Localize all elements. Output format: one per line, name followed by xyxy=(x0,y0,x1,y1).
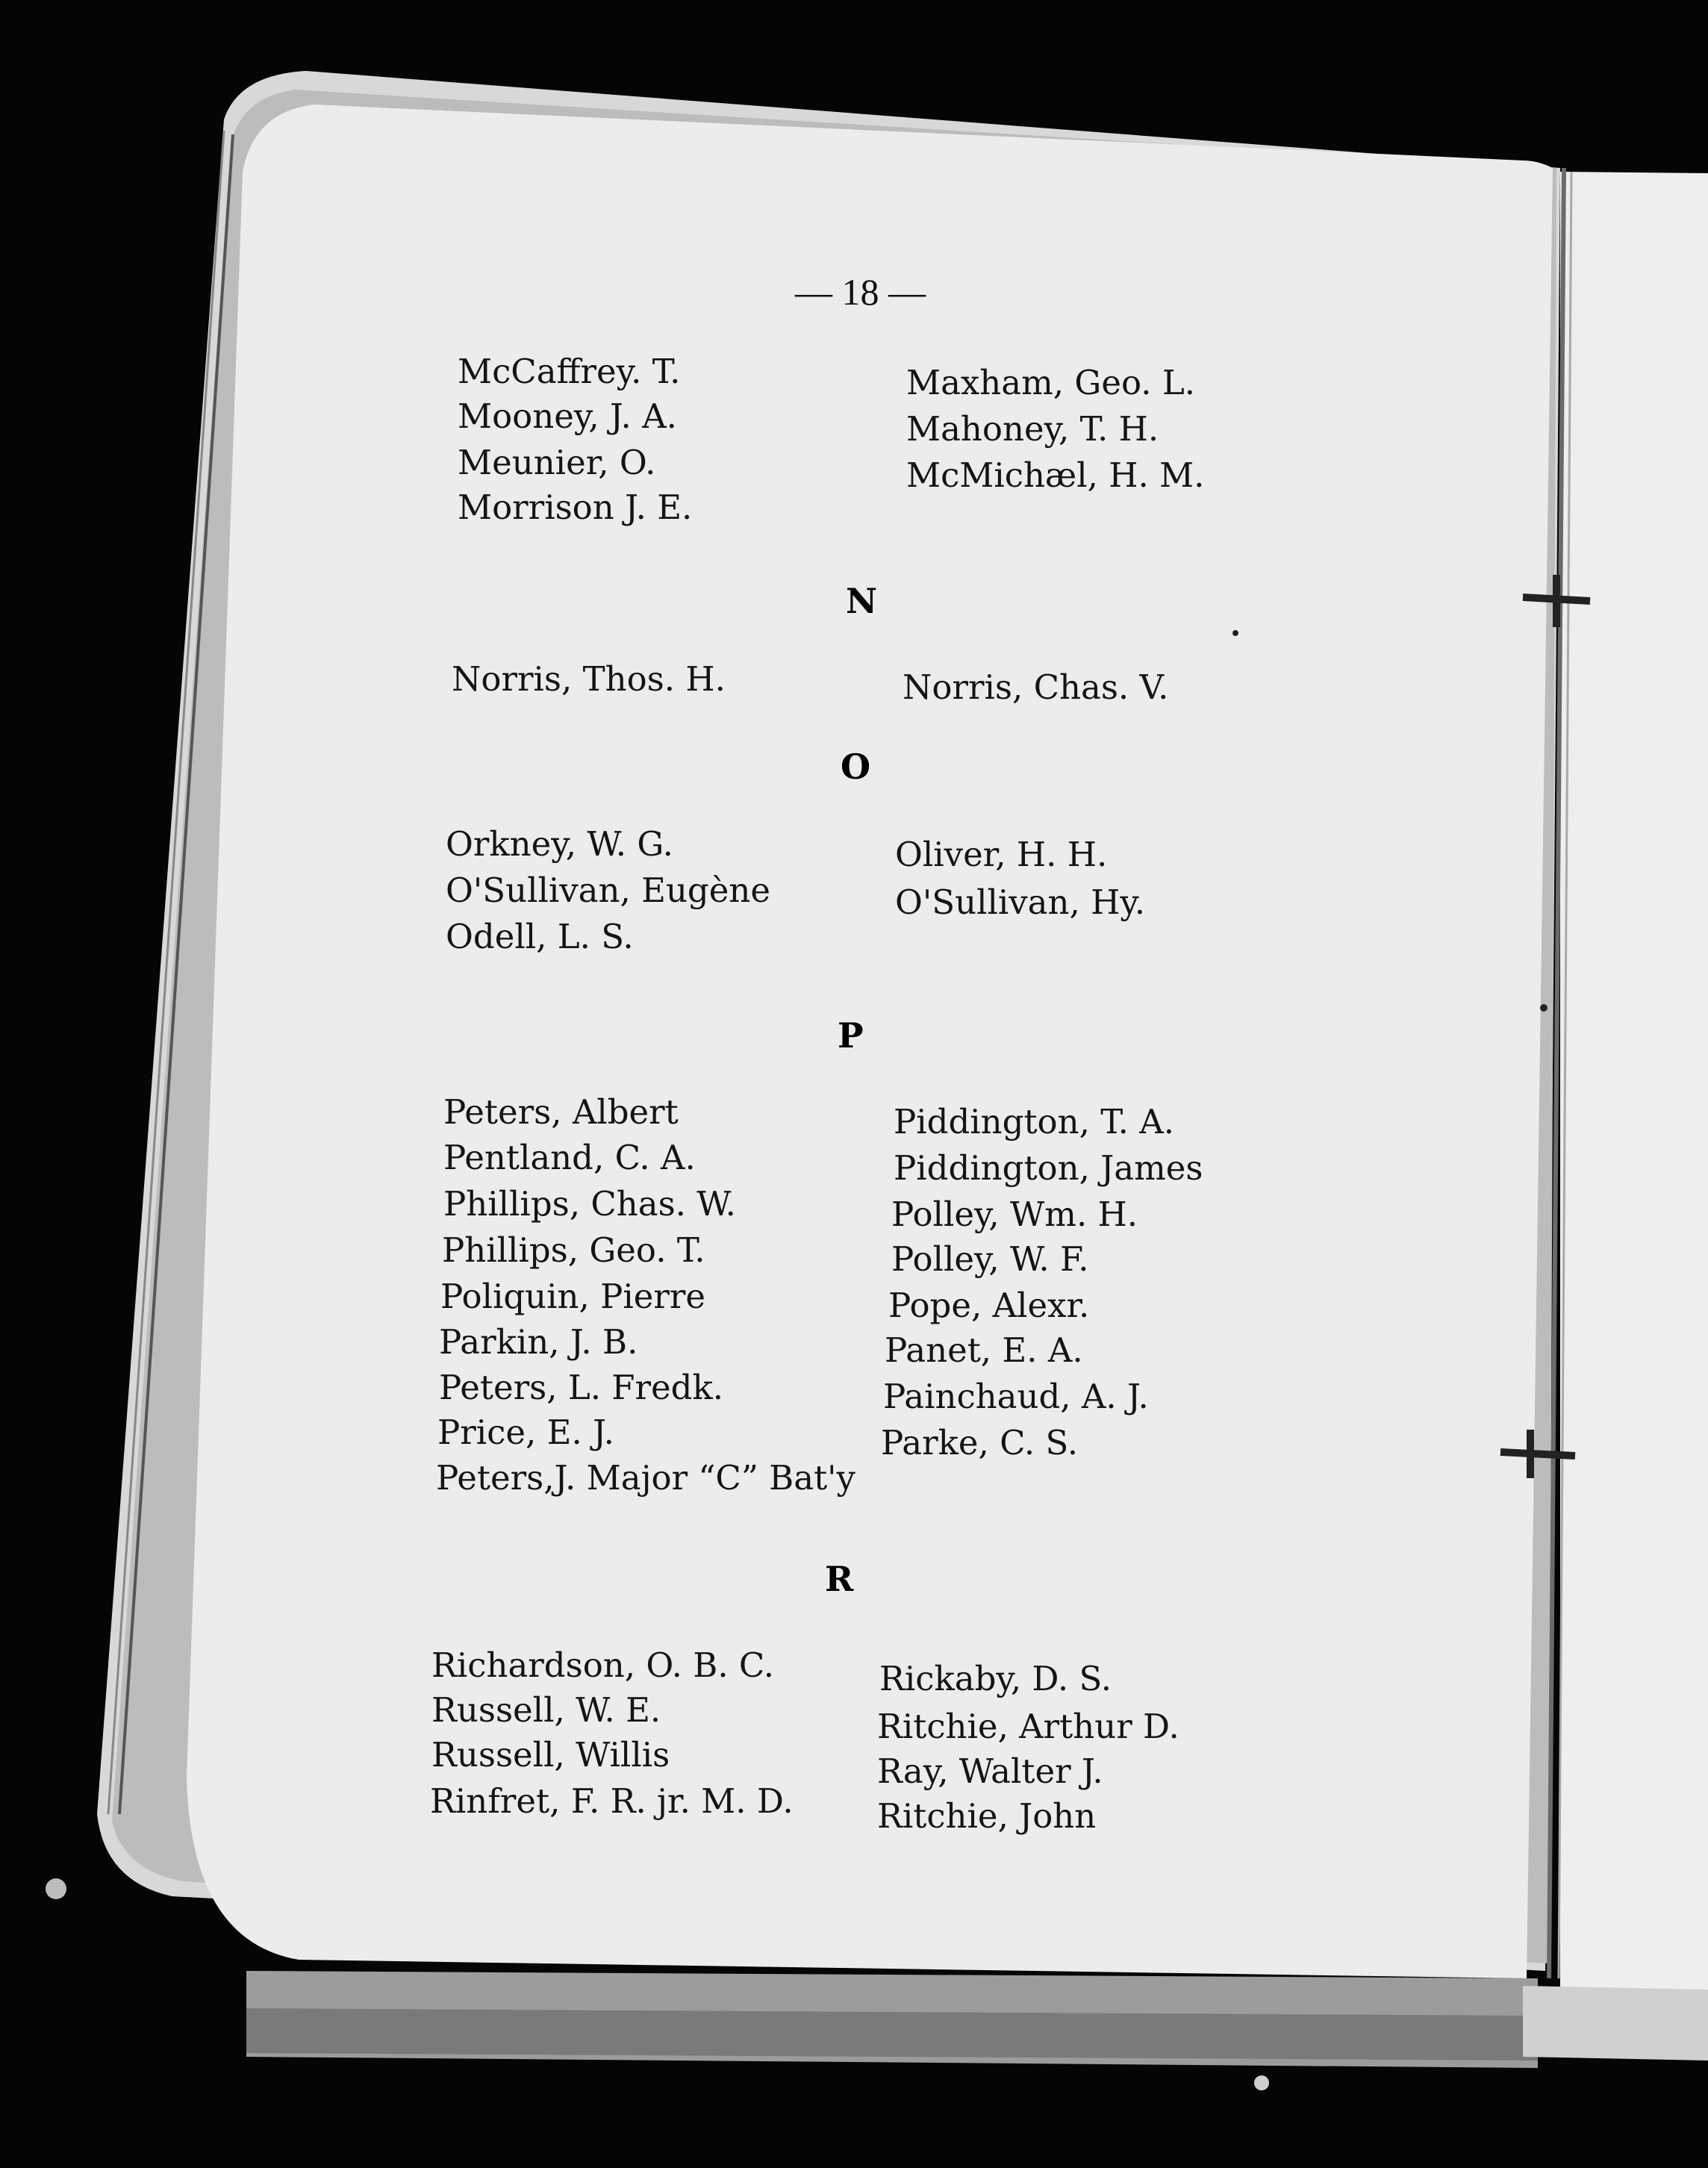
name-entry: Russell, Willis xyxy=(431,1735,670,1775)
name-entry: Panet, E. A. xyxy=(885,1330,1083,1370)
name-entry: Richardson, O. B. C. xyxy=(431,1645,775,1685)
name-entry: Rinfret, F. R. jr. M. D. xyxy=(430,1781,794,1821)
name-entry: Parke, C. S. xyxy=(881,1423,1079,1463)
page-number: — 18 — xyxy=(795,271,926,313)
section-heading-o: O xyxy=(841,747,871,787)
name-entry: Norris, Thos. H. xyxy=(452,659,726,699)
name-entry: Parkin, J. B. xyxy=(439,1322,638,1362)
name-entry: Morrison J. E. xyxy=(458,488,693,527)
name-entry: McMichæl, H. M. xyxy=(906,455,1205,495)
name-entry: Pope, Alexr. xyxy=(888,1286,1090,1325)
name-entry: Rickaby, D. S. xyxy=(879,1659,1112,1698)
name-entry: Russell, W. E. xyxy=(431,1690,661,1730)
name-entry: Piddington, T. A. xyxy=(894,1102,1175,1141)
name-entry: Peters, Albert xyxy=(443,1092,679,1132)
name-entry: Poliquin, Pierre xyxy=(440,1277,706,1316)
section-heading-r: R xyxy=(825,1559,854,1599)
name-entry: Ritchie, John xyxy=(877,1796,1097,1836)
name-entry: Ritchie, Arthur D. xyxy=(877,1707,1179,1746)
name-entry: Meunier, O. xyxy=(458,443,656,482)
name-entry: Peters, L. Fredk. xyxy=(439,1368,724,1407)
name-entry: Phillips, Chas. W. xyxy=(443,1184,736,1224)
name-entry: Norris, Chas. V. xyxy=(903,667,1169,707)
name-entry: Peters,J. Major “C” Bat'y xyxy=(436,1458,855,1498)
name-entry: Orkney, W. G. xyxy=(446,824,673,864)
name-entry: Painchaud, A. J. xyxy=(883,1377,1149,1416)
name-entry: Mahoney, T. H. xyxy=(906,409,1159,449)
section-heading-p: P xyxy=(838,1015,864,1056)
name-entry: Mooney, J. A. xyxy=(458,396,677,436)
name-entry: Pentland, C. A. xyxy=(443,1138,696,1177)
section-heading-n: N xyxy=(846,581,878,621)
name-entry: Ray, Walter J. xyxy=(877,1751,1103,1791)
name-entry: Phillips, Geo. T. xyxy=(442,1230,705,1270)
name-entry: Polley, W. F. xyxy=(891,1239,1089,1279)
name-entry: Price, E. J. xyxy=(437,1412,614,1452)
name-entry: Polley, Wm. H. xyxy=(891,1194,1138,1234)
name-entry: Odell, L. S. xyxy=(446,917,634,956)
name-entry: Maxham, Geo. L. xyxy=(906,363,1196,402)
name-entry: O'Sullivan, Eugène xyxy=(446,870,770,910)
name-entry: O'Sullivan, Hy. xyxy=(895,882,1146,922)
name-entry: Piddington, James xyxy=(894,1148,1203,1188)
name-entry: McCaffrey. T. xyxy=(458,352,681,391)
name-entry: Oliver, H. H. xyxy=(895,835,1108,874)
